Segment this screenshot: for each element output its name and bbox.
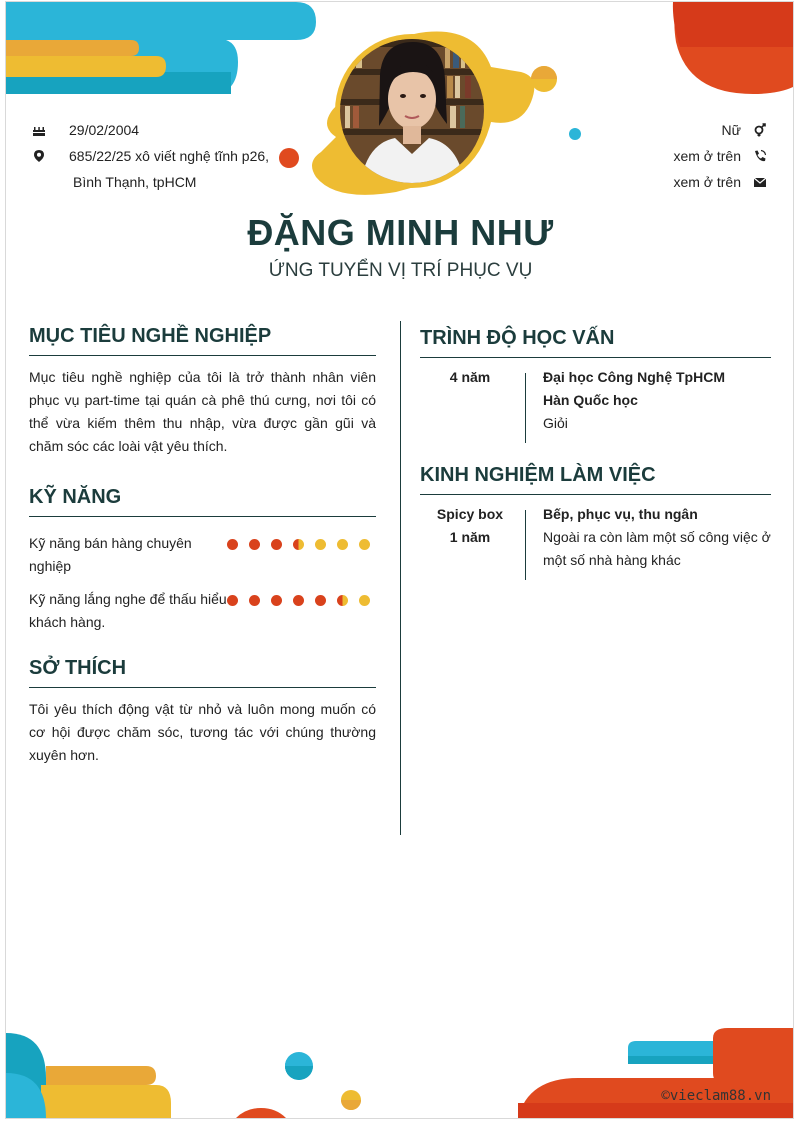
gender-value: Nữ bbox=[721, 122, 741, 138]
hobbies-rule bbox=[29, 687, 376, 688]
objective-title: MỤC TIÊU NGHỀ NGHIỆP bbox=[29, 325, 272, 347]
gender-icon bbox=[753, 123, 767, 137]
skill-rating-1 bbox=[227, 539, 370, 550]
phone-value: xem ở trên bbox=[673, 148, 741, 164]
rating-dot bbox=[271, 595, 282, 606]
skills-title: KỸ NĂNG bbox=[29, 486, 122, 508]
rating-dot bbox=[293, 539, 304, 550]
rating-dot bbox=[315, 539, 326, 550]
education-grade: Giỏi bbox=[543, 415, 568, 431]
rating-dot bbox=[249, 539, 260, 550]
skills-rule bbox=[29, 516, 376, 517]
location-icon bbox=[32, 149, 46, 163]
decoration-bottom-left bbox=[6, 1033, 296, 1118]
education-duration: 4 năm bbox=[449, 369, 491, 385]
hobbies-text: Tôi yêu thích động vật từ nhỏ và luôn mong muốn có cơ hội được chăm sóc, tương tác với chúng thường xuyên hơn. bbox=[29, 701, 376, 763]
education-major: Hàn Quốc học bbox=[543, 392, 638, 408]
experience-description: Ngoài ra còn làm một số công việc ở một số nhà hàng khác bbox=[543, 529, 771, 568]
email-row bbox=[673, 172, 767, 192]
skill-label-2: Kỹ năng lắng nghe để thấu hiểu khách hàng. bbox=[29, 591, 227, 630]
experience-timeline-line bbox=[525, 510, 526, 580]
skill-rating-2 bbox=[227, 595, 370, 606]
gender-row bbox=[722, 120, 767, 140]
education-title: TRÌNH ĐỘ HỌC VẤN bbox=[420, 327, 615, 349]
address-line2: Bình Thạnh, tpHCM bbox=[73, 174, 197, 190]
skill-label-1: Kỹ năng bán hàng chuyên nghiệp bbox=[29, 535, 192, 574]
rating-dot bbox=[337, 539, 348, 550]
experience-title: KINH NGHIỆM LÀM VIỆC bbox=[420, 464, 656, 486]
experience-role: Bếp, phục vụ, thu ngân bbox=[543, 506, 698, 522]
rating-dot bbox=[271, 539, 282, 550]
address-row-2 bbox=[73, 172, 196, 192]
avatar-photo bbox=[335, 34, 489, 188]
column-divider bbox=[400, 321, 401, 835]
rating-dot bbox=[359, 595, 370, 606]
address-row bbox=[32, 146, 269, 166]
rating-dot bbox=[227, 539, 238, 550]
candidate-name: ĐẶNG MINH NHƯ bbox=[247, 212, 554, 253]
rating-dot bbox=[227, 595, 238, 606]
objective-text: Mục tiêu nghề nghiệp của tôi là trở thành nhân viên phục vụ part-time tại quán cà phê thú cưng, nơi tôi có thể vừa kiếm thêm thu nhập, vừa được gần gũi và chăm sóc các loài vật yêu thích. bbox=[29, 369, 376, 454]
decoration-bottom-right bbox=[518, 1028, 793, 1118]
experience-company: Spicy box bbox=[436, 506, 504, 522]
birthdate-row bbox=[32, 120, 139, 140]
applied-position: ỨNG TUYỂN VỊ TRÍ PHỤC VỤ bbox=[268, 260, 533, 281]
objective-rule bbox=[29, 355, 376, 356]
education-rule bbox=[420, 357, 771, 358]
email-value: xem ở trên bbox=[673, 174, 741, 190]
address-line1: 685/22/25 xô viết nghệ tĩnh p26, bbox=[69, 148, 270, 164]
phone-row bbox=[673, 146, 767, 166]
birthdate-value: 29/02/2004 bbox=[69, 122, 140, 138]
hobbies-title: SỞ THÍCH bbox=[29, 657, 127, 679]
rating-dot bbox=[293, 595, 304, 606]
education-timeline-line bbox=[525, 373, 526, 443]
decoration-top-right bbox=[668, 2, 793, 97]
rating-dot bbox=[359, 539, 370, 550]
envelope-icon bbox=[753, 175, 767, 189]
cake-icon bbox=[32, 123, 46, 137]
experience-rule bbox=[420, 494, 771, 495]
rating-dot bbox=[337, 595, 348, 606]
phone-icon bbox=[753, 149, 767, 163]
education-school: Đại học Công Nghệ TpHCM bbox=[543, 369, 725, 385]
rating-dot bbox=[249, 595, 260, 606]
rating-dot bbox=[315, 595, 326, 606]
decoration-bottom-dots bbox=[281, 1048, 371, 1118]
decoration-top-left bbox=[6, 2, 316, 97]
watermark: ©vieclam88.vn bbox=[661, 1088, 771, 1104]
cv-page bbox=[5, 1, 794, 1119]
experience-duration: 1 năm bbox=[449, 529, 491, 545]
